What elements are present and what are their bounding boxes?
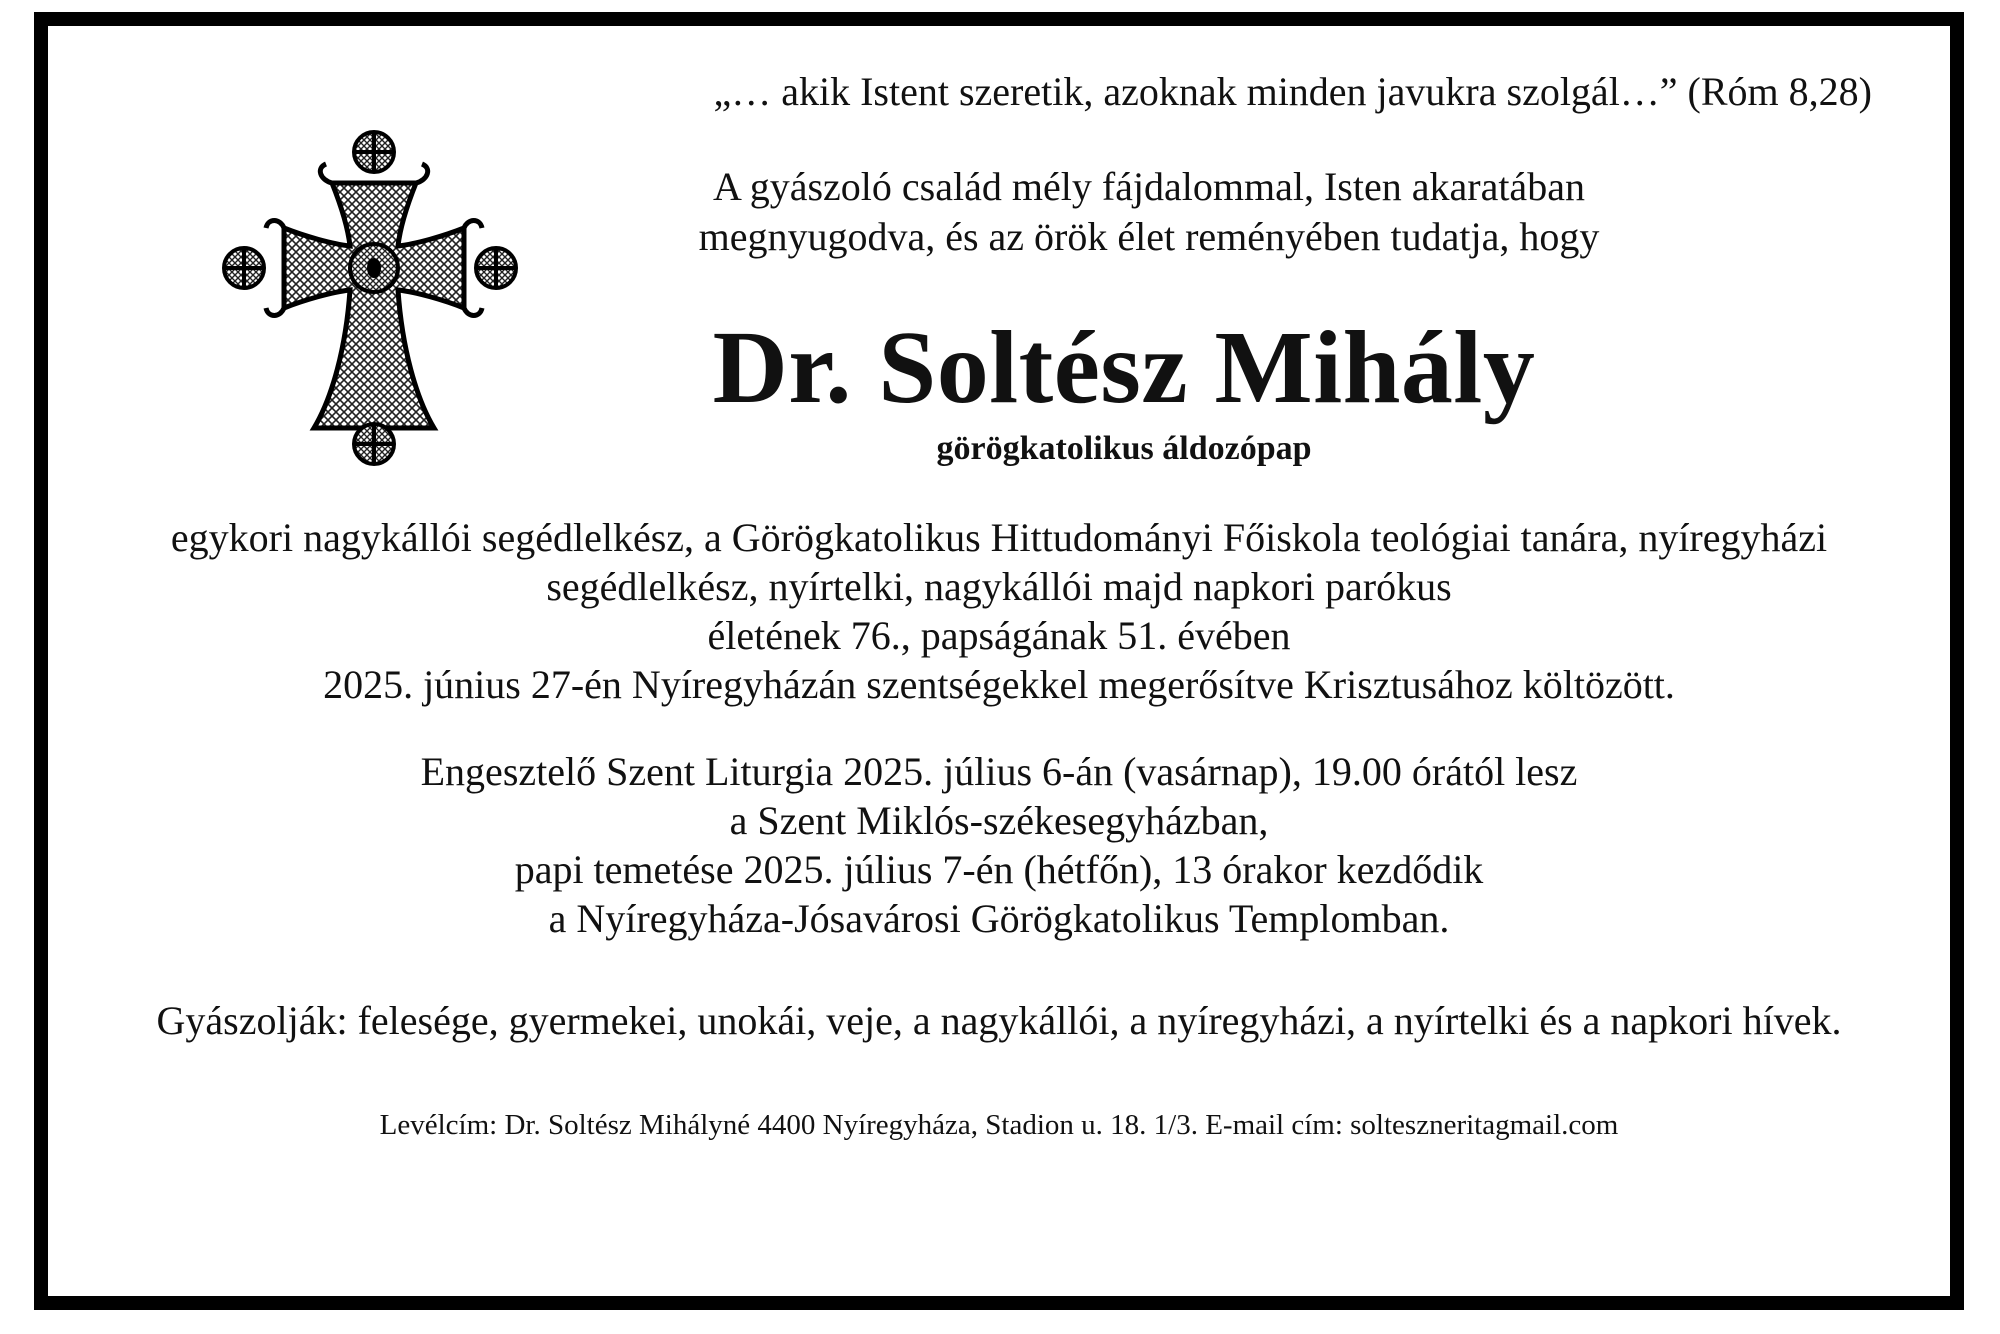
- bio-line: életének 76., papságának 51. évében: [707, 613, 1291, 658]
- deceased-name: Dr. Soltész Mihály: [712, 310, 1536, 425]
- bio-line: 2025. június 27-én Nyíregyházán szentségekkel megerősítve Krisztusához költözött.: [323, 662, 1675, 707]
- bio-line: egykori nagykállói segédlelkész, a Görögkatolikus Hittudományi Főiskola teológiai tanára, nyíregyházi: [170, 515, 1828, 560]
- intro-line: megnyugodva, és az örök élet reményében tudatja, hogy: [698, 214, 1600, 259]
- liturgy-line: a Nyíregyháza-Jósavárosi Görögkatolikus Templomban.: [548, 896, 1450, 941]
- contact-address: Levélcím: Dr. Soltész Mihályné 4400 Nyíregyháza, Stadion u. 18. 1/3. E-mail cím: solteszneritagmail.com: [379, 1109, 1619, 1141]
- bio-line: segédlelkész, nyírtelki, nagykállói majd napkori parókus: [546, 564, 1452, 609]
- liturgy-line: Engesztelő Szent Liturgia 2025. július 6-án (vasárnap), 19.00 órától lesz: [420, 749, 1578, 794]
- bible-quote: „… akik Istent szeretik, azoknak minden javukra szolgál…” (Róm 8,28): [713, 69, 1872, 114]
- liturgy-line: a Szent Miklós-székesegyházban,: [729, 798, 1269, 843]
- biography: [48, 513, 1950, 709]
- announcement-intro: [348, 162, 1950, 262]
- liturgy-info: [48, 747, 1950, 943]
- intro-line: A gyászoló család mély fájdalommal, Isten akaratában: [713, 164, 1585, 209]
- obituary-card: [34, 12, 1964, 1310]
- liturgy-line: papi temetése 2025. július 7-én (hétfőn), 13 órakor kezdődik: [514, 847, 1484, 892]
- deceased-title: görögkatolikus áldozópap: [936, 430, 1312, 467]
- mourners-list: Gyászolják: felesége, gyermekei, unokái, veje, a nagykállói, a nyíregyházi, a nyírtelki és a napkori hívek.: [156, 998, 1842, 1043]
